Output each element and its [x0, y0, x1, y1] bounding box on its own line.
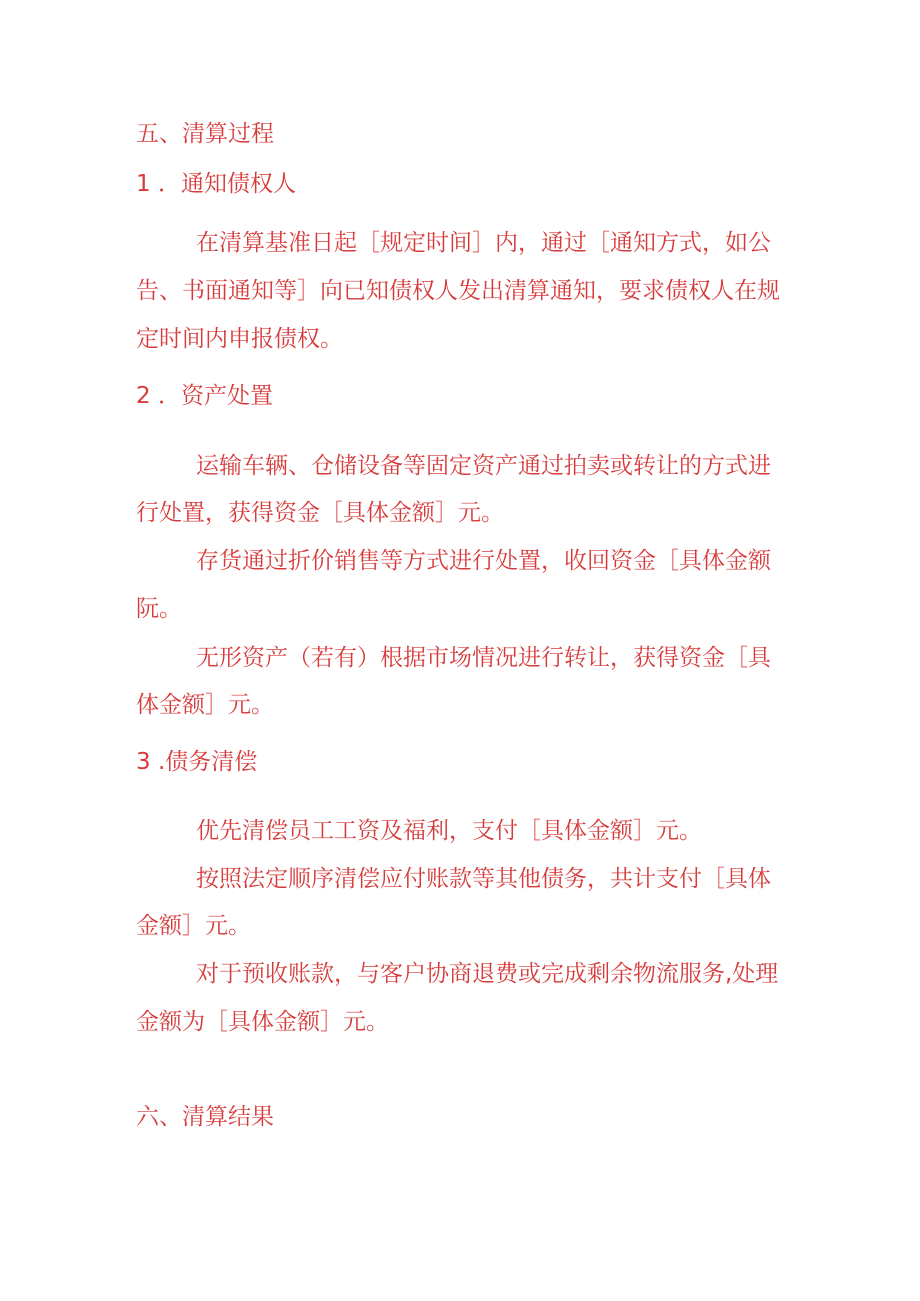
section-heading-6: 六、清算结果: [136, 1104, 274, 1130]
paragraph-line: 金额为［具体金额］元。: [136, 1009, 389, 1035]
item-title-1: 1 ．通知债权人: [136, 171, 296, 197]
paragraph-line: 存货通过折价销售等方式进行处置，收回资金［具体金额: [196, 548, 771, 574]
item-title-3: 3 .债务清偿: [136, 749, 258, 775]
item-title-2: 2 ．资产处置: [136, 383, 273, 409]
paragraph-line: 定时间内申报债权。: [136, 326, 343, 352]
paragraph-line: 告、书面通知等］向已知债权人发出清算通知，要求债权人在规: [136, 278, 780, 304]
paragraph-line: 优先清偿员工工资及福利，支付［具体金额］元。: [196, 818, 702, 844]
paragraph-line: 无形资产（若有）根据市场情况进行转让，获得资金［具: [196, 645, 771, 671]
paragraph-line: 金额］元。: [136, 913, 251, 939]
paragraph-line: 行处置，获得资金［具体金额］元。: [136, 500, 504, 526]
paragraph-line: 阮。: [136, 596, 182, 622]
paragraph-line: 体金额］元。: [136, 692, 274, 718]
paragraph-line: 在清算基准日起［规定时间］内，通过［通知方式，如公: [196, 230, 771, 256]
section-heading-5: 五、清算过程: [136, 121, 274, 147]
paragraph-line: 按照法定顺序清偿应付账款等其他债务，共计支付［具体: [196, 866, 771, 892]
paragraph-line: 对于预收账款，与客户协商退费或完成剩余物流服务,处理: [196, 961, 779, 987]
paragraph-line: 运输车辆、仓储设备等固定资产通过拍卖或转让的方式进: [196, 453, 771, 479]
